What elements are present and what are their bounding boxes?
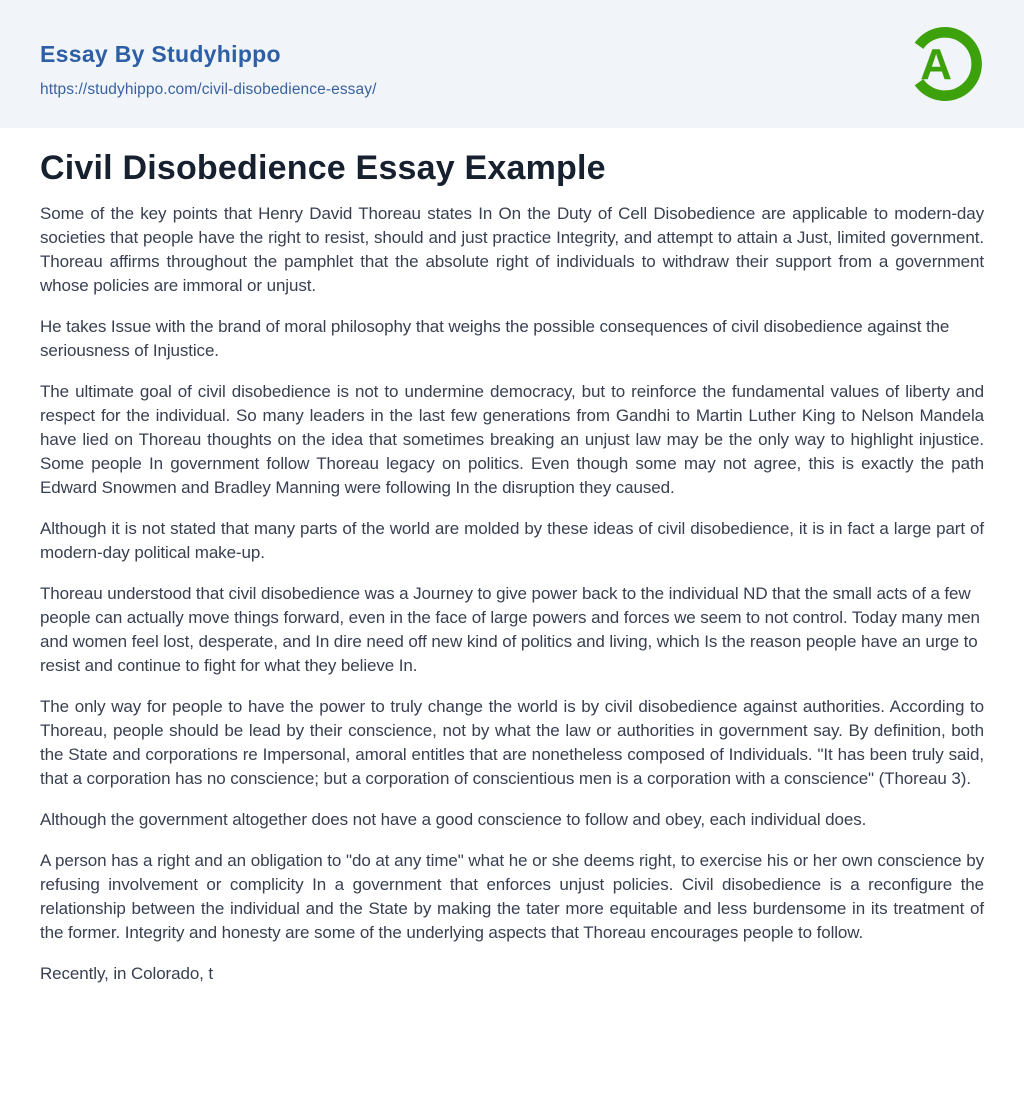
logo-letter: A [920,39,953,89]
essay-paragraph-4: Although it is not stated that many parts of the world are molded by these ideas of civil disobedience, it is in fact a large part of modern-day political make-up. [40,519,984,563]
essay-paragraph-5: Thoreau understood that civil disobedience was a Journey to give power back to the individual ND that the small acts of a few people can actually move things forward, even in the face of large powers and forces we seem to not control. Today many men and women feel lost, desperate, and In dire need off new kind of politics and living, which Is the reason people have an urge to resist and continue to fight for what they believe In. [40,584,980,676]
essay-content [0,128,1024,986]
header-text-block [40,39,984,99]
essay-paragraph-2: He takes Issue with the brand of moral philosophy that weighs the possible consequences of civil disobedience against the seriousness of Injustice. [40,317,950,361]
essay-paragraph-3: The ultimate goal of civil disobedience is not to undermine democracy, but to reinforce the fundamental values of liberty and respect for the individual. So many leaders in the last few generations from Gandhi to Martin Luther King to Nelson Mandela have lied on Thoreau thoughts on the idea that sometimes breaking an unjust law may be the only way to highlight injustice. Some people In government follow Thoreau legacy on politics. Even though some may not agree, this is exactly the path Edward Snowmen and Bradley Manning were following In the disruption they caused. [40,382,984,498]
site-name: Essay By Studyhippo [40,41,281,67]
essay-paragraph-9-truncated: Recently, in Colorado, t [40,964,214,984]
essay-paragraph-6: The only way for people to have the power to truly change the world is by civil disobedience against authorities. According to Thoreau, people should be lead by their conscience, not by what the law or authorities in government say. By definition, both the State and corporations re Impersonal, amoral entitles that are nonetheless composed of Individuals. "It has been truly said, that a corporation has no conscience; but a corporation of conscientious men is a corporation with a conscience" (Thoreau 3). [40,697,984,789]
header [0,0,1024,128]
essay-paragraph-1: Some of the key points that Henry David Thoreau states In On the Duty of Cell Disobedience are applicable to modern-day societies that people have the right to resist, should and just practice Integrity, and attempt to attain a Just, limited government. Thoreau affirms throughout the pamphlet that the absolute right of individuals to withdraw their support from a government whose policies are immoral or unjust. [40,204,984,296]
document-url-link[interactable]: https://studyhippo.com/civil-disobedience-essay/ [40,81,377,99]
essay-paragraph-8: A person has a right and an obligation to "do at any time" what he or she deems right, to exercise his or her own conscience by refusing involvement or complicity In a government that enforces unjust policies. Civil disobedience is a reconfigure the relationship between the individual and the State by making the tater more equitable and less burdensome in its treatment of the former. Integrity and honesty are some of the underlying aspects that Thoreau encourages people to follow. [40,851,984,943]
studyhippo-logo [901,20,989,108]
essay-title: Civil Disobedience Essay Example [40,149,606,187]
essay-paragraph-7: Although the government altogether does not have a good conscience to follow and obey, each individual does. [40,810,867,830]
